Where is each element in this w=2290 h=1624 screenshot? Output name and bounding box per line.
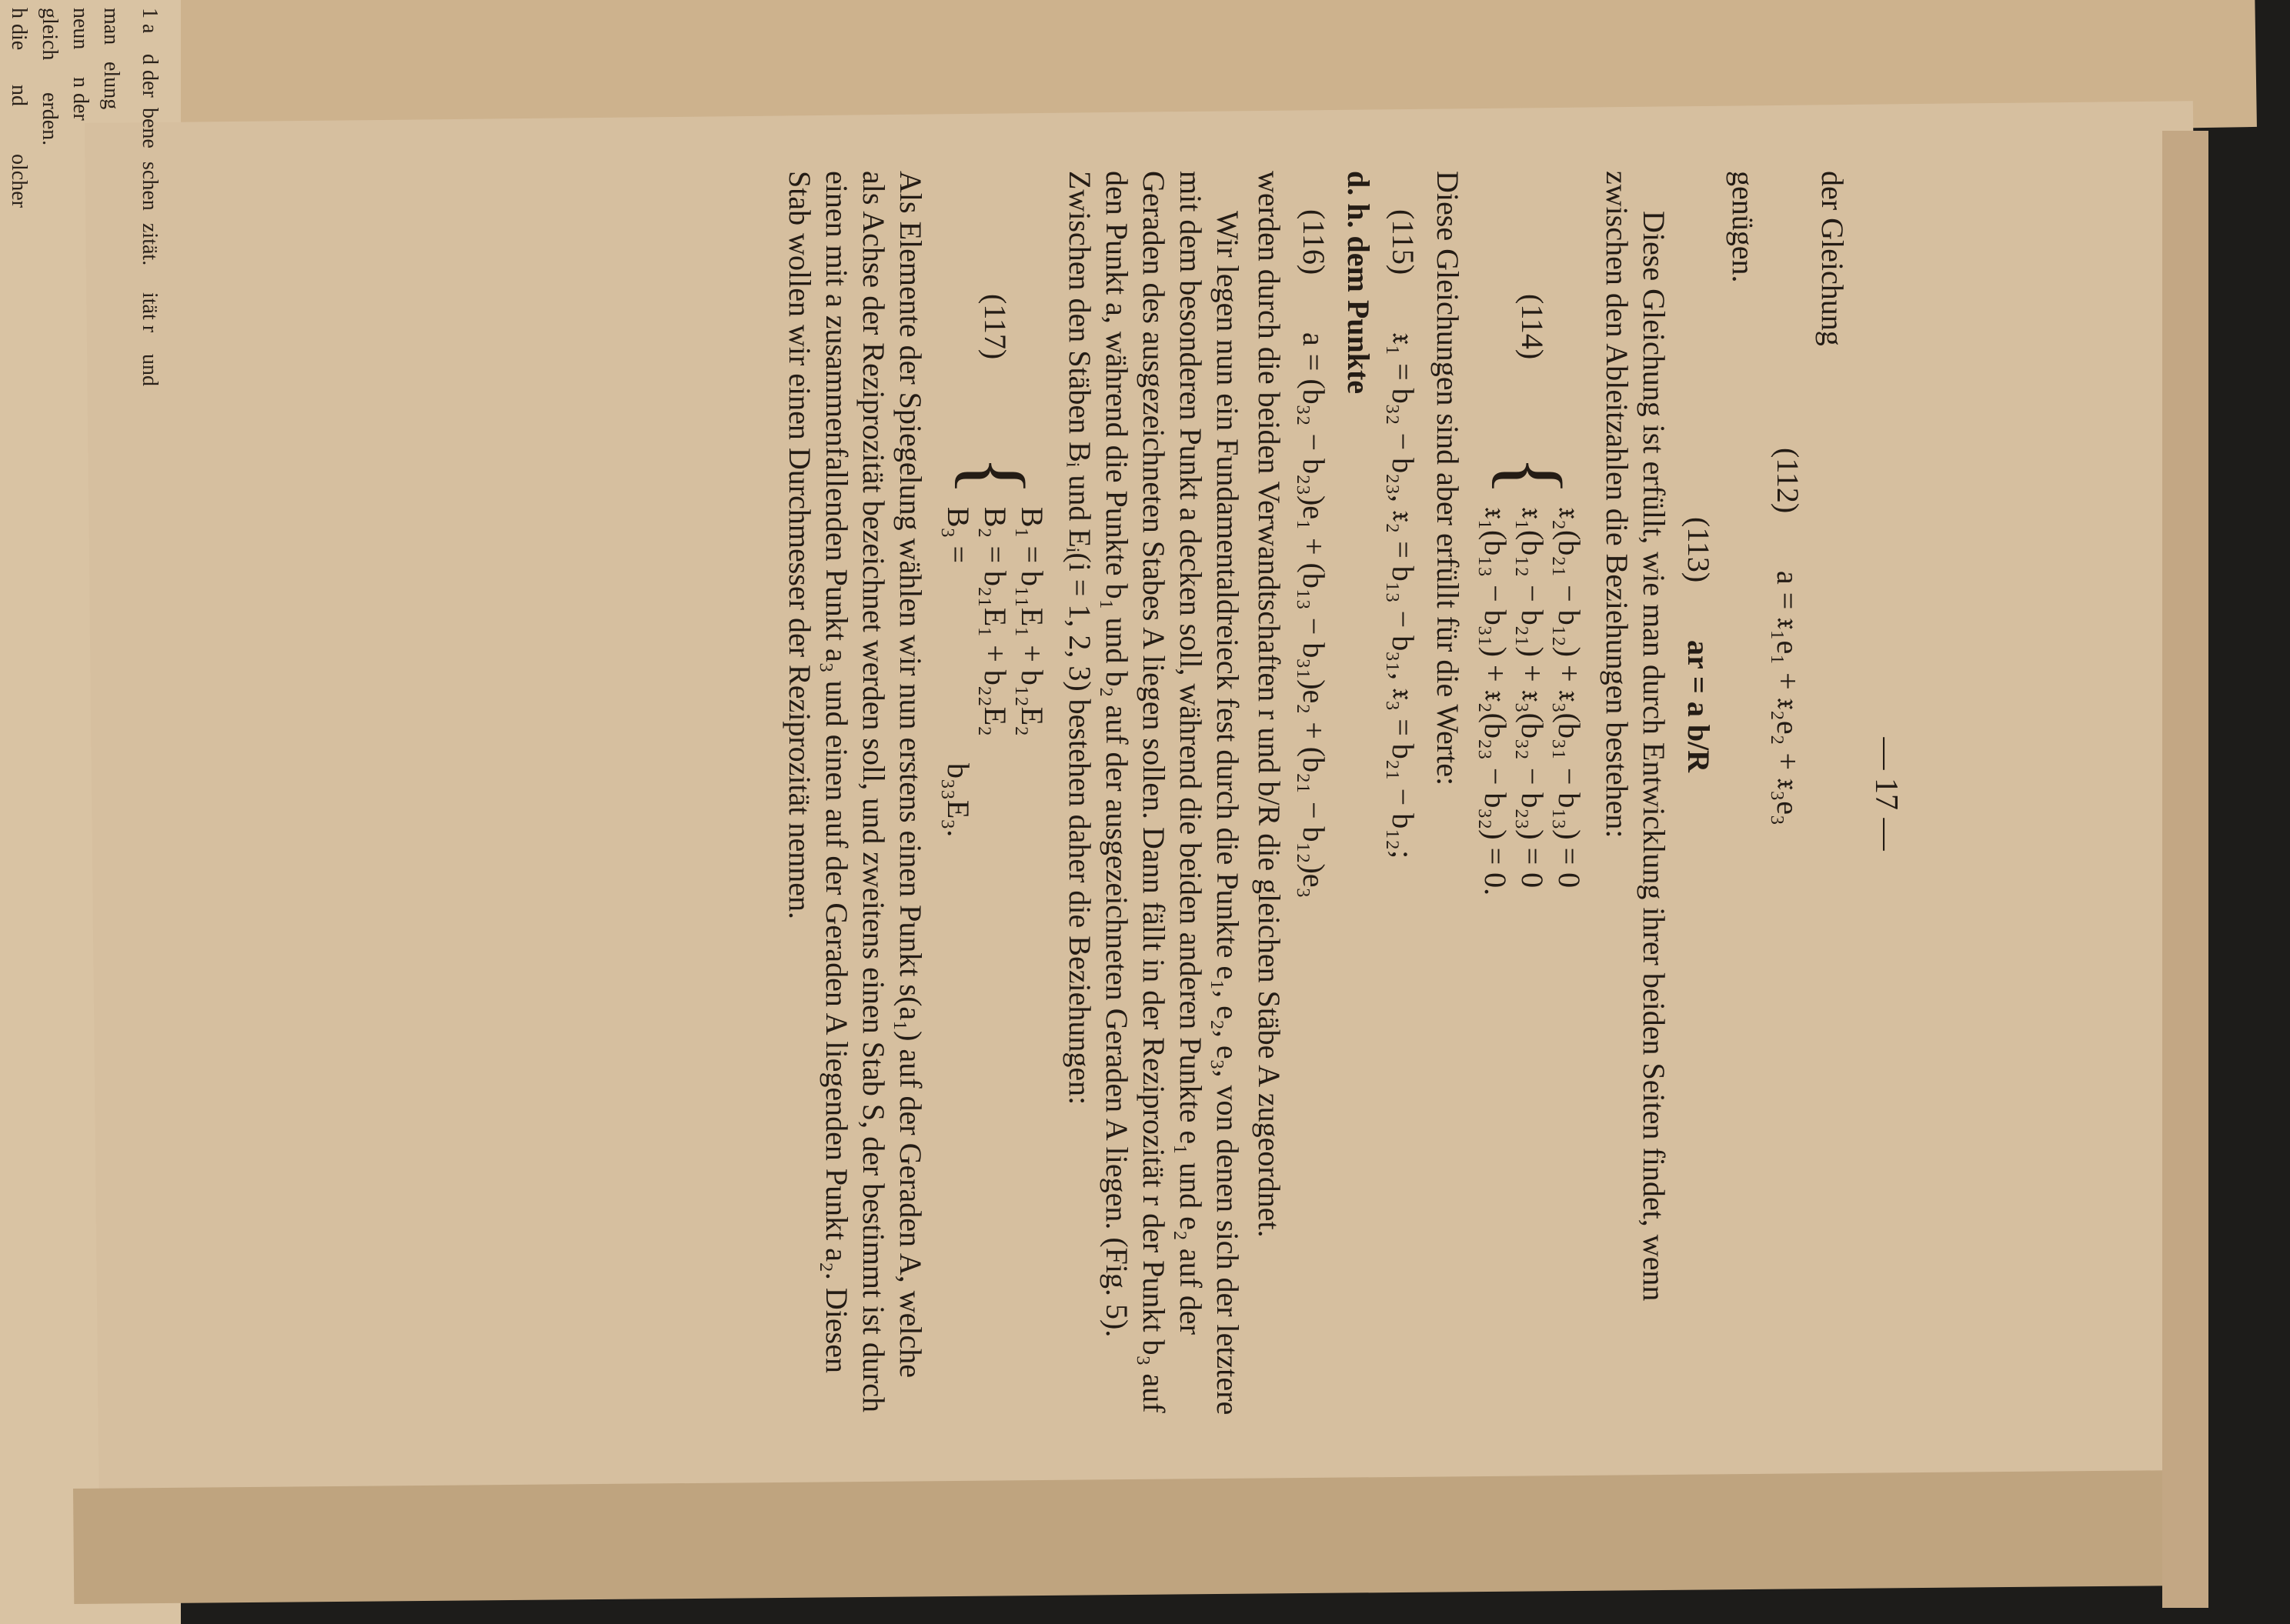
- equation-114: [1477, 171, 1587, 1417]
- prev-fragment: gleich: [38, 8, 62, 61]
- equation-body: ar = a b/R: [1681, 640, 1716, 773]
- paragraph: werden durch die beiden Verwandtschaften r und b/R die gleichen Stäbe A zugeordnet.: [1252, 171, 1287, 1238]
- equation-row: B₂ = b₂₁E₁ + b₂₂E₂: [978, 506, 1013, 737]
- page-number: — 17 —: [1868, 737, 1904, 851]
- equation-body: 𝔵₁ = b₃₂ − b₂₃, 𝔵₂ = b₁₃ − b₃₁, 𝔵₃ = b₂₁ − b₁₂;: [1386, 332, 1420, 859]
- equation-body: a = 𝔵₁e₁ + 𝔵₂e₂ + 𝔵₃e₃: [1771, 571, 1805, 825]
- prev-fragment: schen: [138, 162, 162, 211]
- previous-page-text-fragments: [0, 0, 162, 431]
- equation-115: [1384, 171, 1421, 1417]
- paragraph: Diese Gleichungen sind aber erfüllt für die Werte:: [1430, 171, 1465, 786]
- prev-fragment: bene: [138, 108, 162, 148]
- prev-fragment: zität.: [138, 223, 162, 266]
- prev-fragment: n der: [68, 77, 92, 121]
- equation-rows: [940, 507, 1050, 837]
- prev-fragment: 1 a: [138, 8, 162, 34]
- text-line: genügen.: [1726, 171, 1761, 283]
- paragraph: Als Elemente der Spiegelung wählen wir nun erstens einen Punkt s(a₁) auf der Geraden A, welche als Achse der Reziprozität bezeichnet werden soll, und zweitens einen Stab S, der bestimmt ist durch einen mit a zusammenfallenden Punkt a₃ und einen auf der Geraden A liegenden Punkt a₂. Diesen Stab wollen wir einen Durchmesser der Reziprozität nennen.: [783, 171, 928, 1412]
- prev-fragment: und: [138, 354, 162, 386]
- equation-label: (113): [1681, 517, 1716, 583]
- prev-fragment: h die: [7, 8, 31, 51]
- prev-fragment: d der: [138, 54, 162, 98]
- equation-rows: [1477, 507, 1587, 895]
- equation-117: [940, 171, 1050, 1417]
- prev-fragment: nd: [7, 85, 31, 106]
- equation-label: (115): [1386, 209, 1420, 275]
- equation-label: (112): [1771, 448, 1805, 514]
- equation-label: (116): [1297, 209, 1331, 275]
- page-gutter: [2162, 131, 2208, 1608]
- equation-row: B₁ = b₁₁E₁ + b₁₂E₂: [1015, 506, 1050, 737]
- prev-fragment: olcher: [7, 154, 31, 208]
- equation-116: [1295, 171, 1332, 1417]
- prev-fragment: ität r: [138, 292, 162, 333]
- equation-body: a = (b₃₂ − b₂₃)e₁ + (b₁₃ − b₃₁)e₂ + (b₂₁ − b₁₂)e₃: [1297, 332, 1331, 899]
- equation-113: [1680, 171, 1717, 1417]
- brace-glyph: {: [948, 455, 1042, 496]
- equation-label: (117): [978, 294, 1013, 360]
- equation-row: B₃ = b₃₃E₃.: [941, 506, 976, 838]
- equation-row: 𝔵₁(b₁₃ − b₃₁) + 𝔵₂(b₂₃ − b₃₂) = 0.: [1478, 506, 1513, 896]
- equation-row: 𝔵₂(b₂₁ − b₁₂) + 𝔵₃(b₃₁ − b₁₃) = 0: [1552, 506, 1587, 889]
- brace-glyph: {: [1485, 455, 1579, 496]
- page-text-rotated: [185, 171, 1904, 1417]
- paragraph: Diese Gleichung ist erfüllt, wie man durch Entwicklung ihrer beiden Seiten findet, wenn zwischen den Ableitzahlen die Beziehungen bestehen:: [1600, 171, 1671, 1302]
- page-edge-bottom: [73, 1470, 2198, 1604]
- equation-row: 𝔵₁(b₁₂ − b₂₁) + 𝔵₃(b₃₂ − b₂₃) = 0: [1515, 506, 1550, 889]
- prev-fragment: neun: [68, 8, 92, 50]
- paragraph: Wir legen nun ein Fundamentaldreieck fest durch die Punkte e₁, e₂, e₃, von denen sich der letztere mit dem besonderen Punkt a decken soll, während die beiden anderen Punkte e₁ und e₂ auf der Geraden des ausgezeichneten Stabes A liegen sollen. Dann fällt in der Reziprozität r der Punkt b₃ auf den Punkt a, während die Punkte b₁ und b₂ auf der ausgezeichneten Geraden A liegen. (Fig. 5). Zwischen den Stäben Bᵢ und Eᵢ(i = 1, 2, 3) bestehen daher die Beziehungen:: [1063, 171, 1245, 1416]
- text-line: d. h. dem Punkte: [1341, 171, 1376, 395]
- equation-112: [1769, 171, 1806, 1417]
- prev-fragment: erden.: [38, 92, 62, 146]
- prev-fragment: man: [99, 8, 123, 45]
- text-line: der Gleichung: [1815, 171, 1850, 346]
- equation-label: (114): [1515, 294, 1550, 360]
- prev-fragment: elung: [99, 62, 123, 110]
